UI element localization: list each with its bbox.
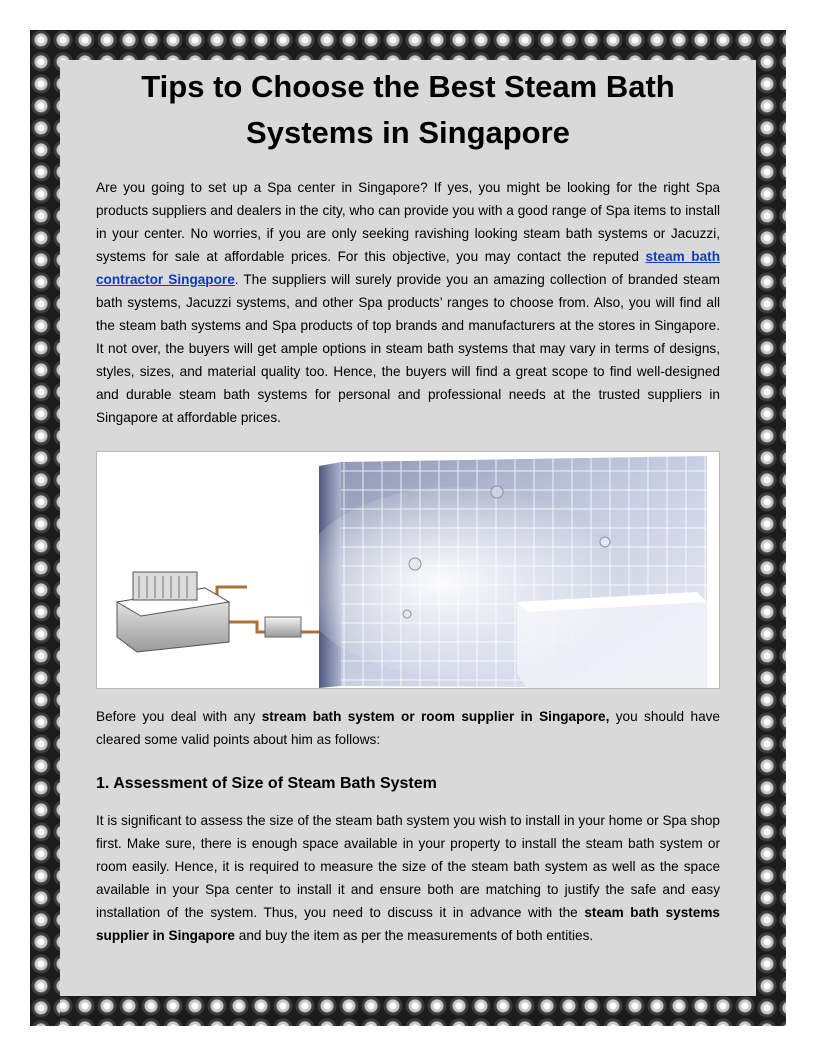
steam-room-image — [96, 451, 720, 689]
content — [96, 60, 720, 947]
decorative-border-left — [30, 30, 60, 1026]
decorative-border-bottom — [30, 996, 786, 1026]
intro-text-2: . The suppliers will surely provide you an amazing collection of branded steam bath systems, Jacuzzi systems, and other Spa products’ ranges to choose from. Also, you will find all the steam bath systems and Spa products of top brands and manufacturers at the stores in Singapore. It not over, the buyers will get ample options in steam bath systems that may vary in terms of designs, styles, sizes, and material quality too. Hence, the buyers will find a great scope to find well-designed and durable steam bath systems for personal and professional needs at the trusted suppliers in Singapore at affordable prices. — [96, 272, 720, 425]
section-1-bold: steam bath systems supplier in Singapore — [96, 905, 720, 943]
decorative-border-right — [756, 30, 786, 1026]
intro-text-1: Are you going to set up a Spa center in Singapore? If yes, you might be looking for the right Spa products suppliers and dealers in the city, who can provide you with a good range of Spa items to install in your center. No worries, if you are only seeking ravishing looking steam bath systems or Jacuzzi, systems for sale at affordable prices. For this objective, you may contact the reputed — [96, 180, 720, 264]
steam-room-illustration-icon — [97, 452, 719, 688]
section-1-text-1: It is significant to assess the size of the steam bath system you wish to install in your home or Spa shop first. Make sure, there is enough space available in your property to install the steam bath system or room easily. Hence, it is required to measure the size of the steam bath system as well as the space available in your Spa center to install it and ensure both are matching to justify the safe and easy installation of the system. Thus, you need to discuss it in advance with the — [96, 813, 720, 920]
points-intro-text-1: Before you deal with any — [96, 709, 262, 724]
decorative-border-top — [30, 30, 786, 60]
points-intro-bold: stream bath system or room supplier in Singapore, — [261, 709, 610, 724]
points-intro-text-2: you should have cleared some valid points about him as follows: — [96, 709, 720, 747]
section-1-heading: 1. Assessment of Size of Steam Bath System — [96, 775, 437, 792]
title-line-1: Tips to Choose the Best Steam Bath — [141, 69, 675, 104]
page-title — [96, 64, 720, 156]
section-1-paragraph — [96, 809, 720, 947]
page — [60, 60, 756, 996]
points-intro-paragraph — [96, 705, 720, 751]
steam-bath-contractor-link[interactable]: steam bath contractor Singapore — [96, 249, 720, 287]
intro-paragraph — [96, 176, 720, 429]
section-1-text-2: and buy the item as per the measurements of both entities. — [234, 928, 594, 943]
title-line-2: Systems in Singapore — [246, 115, 570, 150]
